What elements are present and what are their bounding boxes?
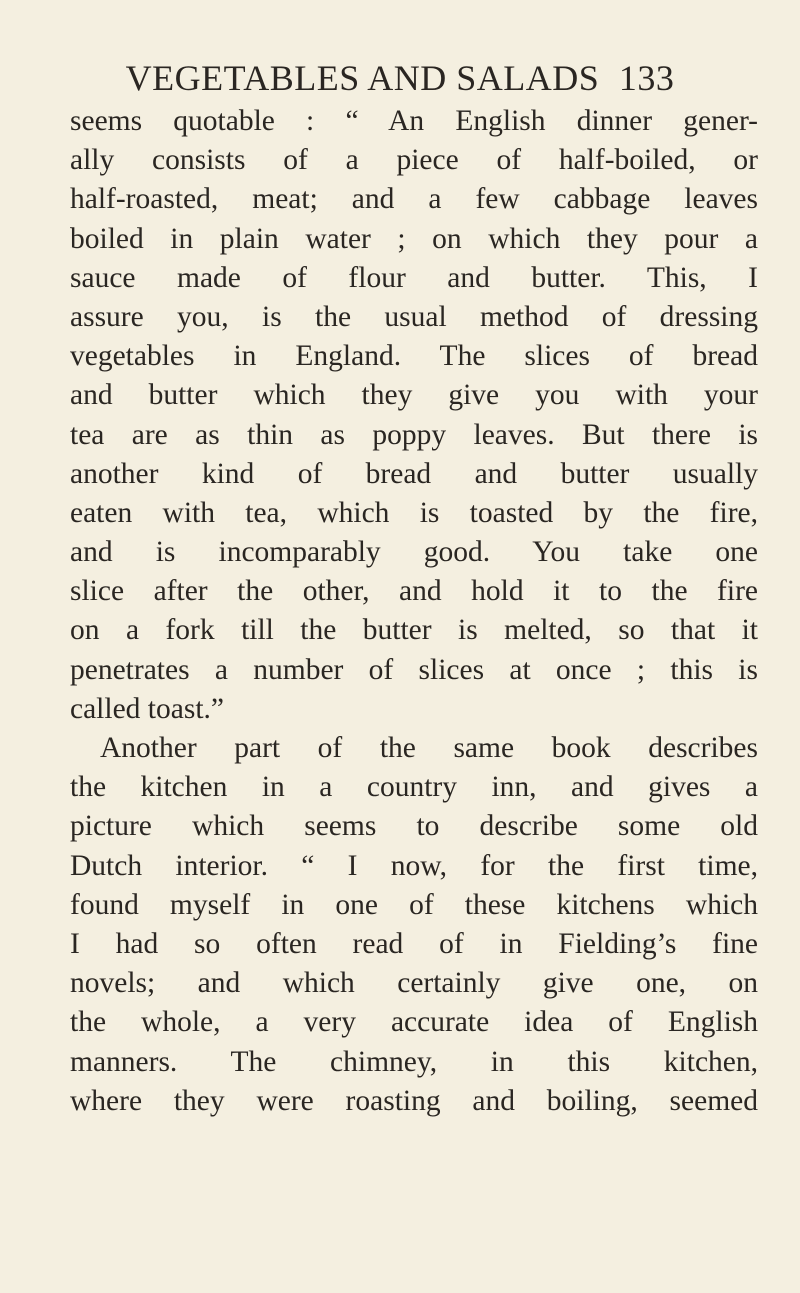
text-line: on a fork till the butter is melted, so that it <box>70 614 758 647</box>
running-head-title: VEGETABLES AND SALADS <box>125 58 600 98</box>
text-line: another kind of bread and butter usually <box>70 457 758 490</box>
text-line: half-roasted, meat; and a few cabbage leaves <box>70 183 758 216</box>
text-line: novels; and which certainly give one, on <box>70 967 758 1000</box>
text-line: seems quotable : “ An English dinner gener- <box>70 105 758 137</box>
text-line: the kitchen in a country inn, and gives a <box>70 771 758 804</box>
text-line: and butter which they give you with your <box>70 379 758 412</box>
text-line: called toast.” <box>70 692 224 725</box>
running-head <box>0 58 800 98</box>
text-line: found myself in one of these kitchens which <box>70 888 758 921</box>
text-line: and is incomparably good. You take one <box>70 536 758 569</box>
text-line: boiled in plain water ; on which they pour a <box>70 222 758 255</box>
page-number: 133 <box>618 58 675 98</box>
text-line: vegetables in England. The slices of bread <box>70 340 758 373</box>
text-line: Another part of the same book describes <box>100 732 758 764</box>
text-line: sauce made of flour and butter. This, I <box>70 261 758 294</box>
text-line: eaten with tea, which is toasted by the fire, <box>70 496 758 529</box>
text-line: assure you, is the usual method of dressing <box>70 300 758 333</box>
text-line: I had so often read of in Fielding’s fine <box>70 927 758 960</box>
text-line: slice after the other, and hold it to the fire <box>70 575 758 608</box>
text-line: picture which seems to describe some old <box>70 810 758 843</box>
text-line: penetrates a number of slices at once ; this is <box>70 653 758 686</box>
text-line: ally consists of a piece of half-boiled, or <box>70 144 758 177</box>
text-line: Dutch interior. “ I now, for the first time, <box>70 849 758 882</box>
body-text <box>70 102 758 1121</box>
text-line: where they were roasting and boiling, seemed <box>70 1084 758 1117</box>
text-line: the whole, a very accurate idea of English <box>70 1006 758 1039</box>
text-line: tea are as thin as poppy leaves. But there is <box>70 418 758 451</box>
text-line: manners. The chimney, in this kitchen, <box>70 1045 758 1078</box>
